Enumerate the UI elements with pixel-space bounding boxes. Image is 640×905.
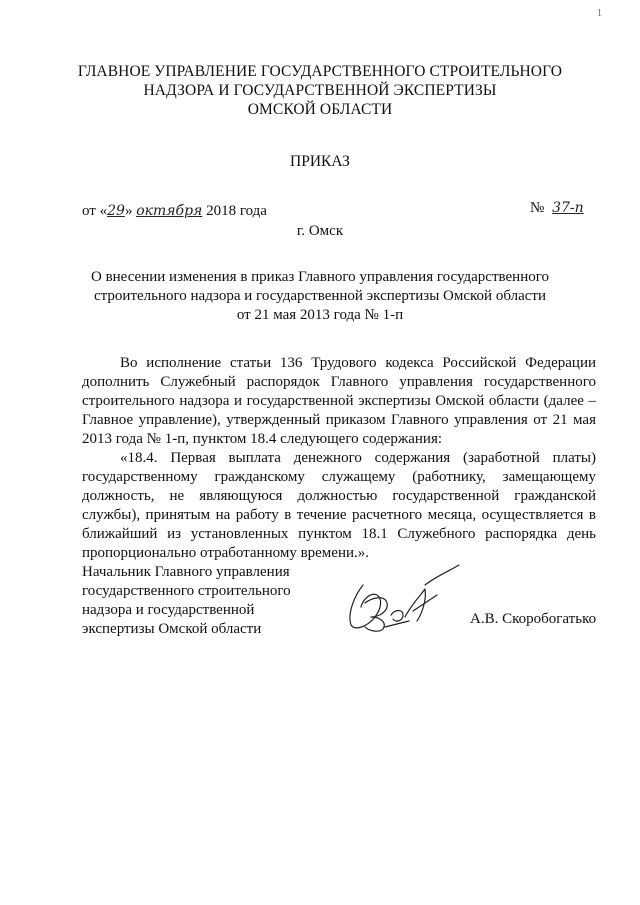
organization-header — [0, 62, 640, 119]
org-line-1: ГЛАВНОЕ УПРАВЛЕНИЕ ГОСУДАРСТВЕННОГО СТРОИТЕЛЬНОГО — [77, 63, 563, 80]
number-prefix: № — [530, 200, 545, 216]
org-line-3: ОМСКОЙ ОБЛАСТИ — [247, 101, 393, 118]
body-paragraph-2: «18.4. Первая выплата денежного содержания (заработной платы) государственному гражданскому служащему (работнику, замещающему должность, не являющуюся должностью государственной гражданской службы), принятым на работу в течение расчетного месяца, осуществляется в ближайший из установленных пунктом 18.1 Служебного распорядка день пропорционально отработанному времени.». — [82, 450, 596, 561]
date-day: 29 — [107, 203, 125, 219]
handwritten-signature-icon — [325, 555, 465, 640]
date-prefix: от « — [82, 203, 108, 219]
order-date — [82, 203, 267, 220]
date-year: 2018 года — [202, 203, 267, 219]
number-value: 37-п — [552, 200, 584, 216]
date-month: октября — [136, 203, 203, 219]
position-line-2: государственного строительного — [82, 583, 291, 599]
order-body — [82, 354, 596, 563]
signatory-position — [82, 563, 291, 639]
signatory-name: А.В. Скоробогатько — [470, 611, 597, 627]
subject-line-1: О внесении изменения в приказ Главного управления государственного — [90, 269, 549, 285]
org-line-2: НАДЗОРА И ГОСУДАРСТВЕННОЙ ЭКСПЕРТИЗЫ — [143, 82, 497, 99]
subject-line-3: от 21 мая 2013 года № 1-п — [236, 307, 404, 323]
date-mid: » — [124, 203, 137, 219]
position-line-3: надзора и государственной — [82, 602, 255, 618]
order-number — [530, 200, 584, 217]
document-type: ПРИКАЗ — [290, 153, 350, 170]
page-mark: 1 — [597, 8, 602, 19]
position-line-1: Начальник Главного управления — [82, 564, 290, 580]
body-paragraph-1: Во исполнение статьи 136 Трудового кодекса Российской Федерации дополнить Служебный распорядок Главного управления государственного строительного надзора и государственной экспертизы Омской области (далее – Главное управление), утвержденный приказом Главного управления от 21 мая 2013 года № 1-п, пунктом 18.4 следующего содержания: — [82, 355, 596, 447]
position-line-4: экспертизы Омской области — [82, 621, 262, 637]
subject-line-2: строительного надзора и государственной экспертизы Омской области — [94, 288, 546, 304]
city: г. Омск — [296, 223, 344, 239]
order-subject — [60, 268, 580, 325]
